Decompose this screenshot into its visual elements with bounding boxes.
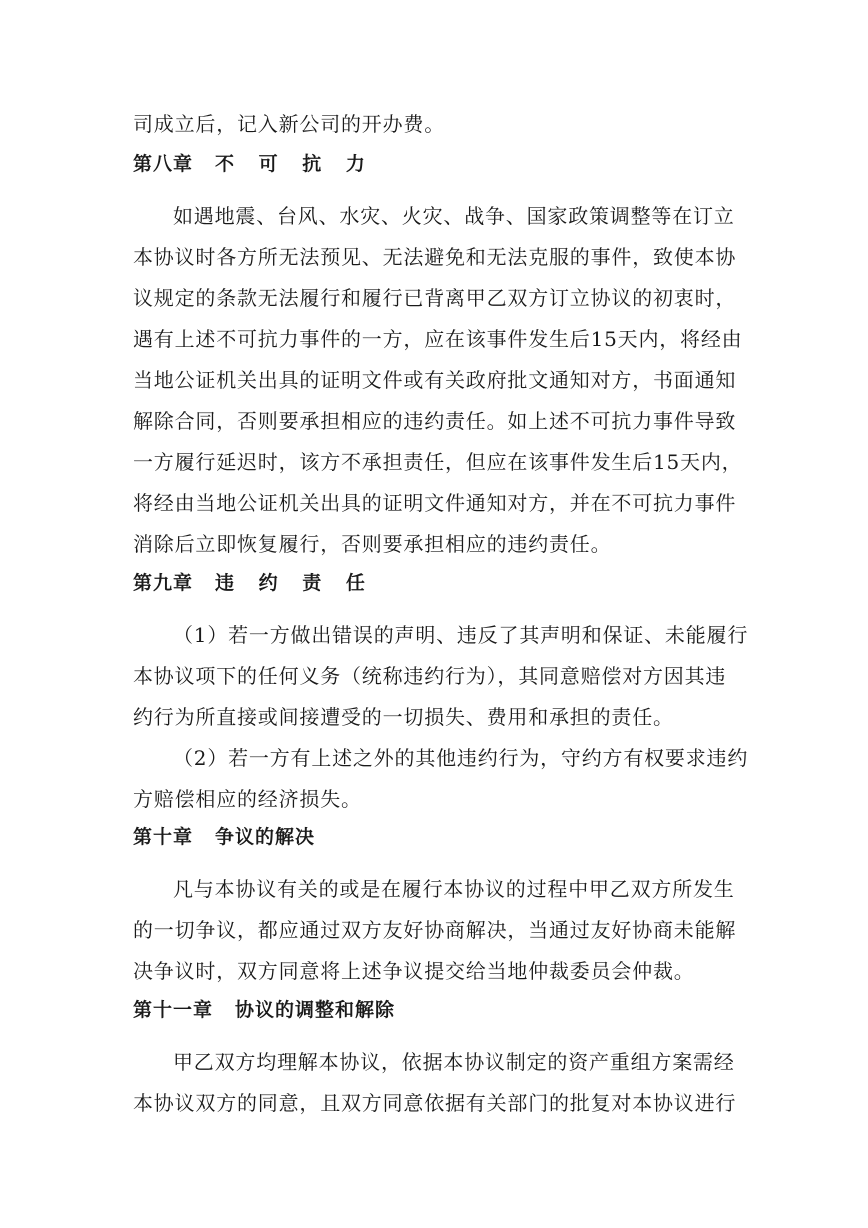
chapter-number: 第十一章 — [133, 999, 214, 1021]
paragraph-line: 遇有上述不可抗力事件的一方，应在该事件发生后15天内，将经由 — [133, 327, 743, 351]
chapter-title: 不 可 抗 力 — [215, 153, 374, 175]
chapter-heading — [133, 150, 374, 178]
paragraph-line: 将经由当地公证机关出具的证明文件通知对方，并在不可抗力事件 — [133, 491, 737, 515]
paragraph-line: 议规定的条款无法履行和履行已背离甲乙双方订立协议的初衷时， — [133, 286, 737, 310]
paragraph-line: 的一切争议，都应通过双方友好协商解决，当通过友好协商未能解 — [133, 918, 737, 942]
chapter-heading — [133, 569, 374, 597]
paragraph-line: （1）若一方做出错误的声明、违反了其声明和保证、未能履行 — [173, 623, 749, 647]
chapter-number: 第十章 — [133, 826, 194, 848]
paragraph-line: 本协议时各方所无法预见、无法避免和无法克服的事件，致使本协 — [133, 245, 737, 269]
chapter-number: 第八章 — [133, 153, 194, 175]
paragraph-line: 决争议时，双方同意将上述争议提交给当地仲裁委员会仲裁。 — [133, 959, 695, 983]
paragraph-line: 本协议双方的同意，且双方同意依据有关部门的批复对本协议进行 — [133, 1091, 737, 1115]
paragraph-line: 消除后立即恢复履行，否则要承担相应的违约责任。 — [133, 532, 612, 556]
paragraph-line: 如遇地震、台风、水灾、火灾、战争、国家政策调整等在订立 — [173, 204, 735, 228]
chapter-heading — [133, 996, 395, 1024]
chapter-title: 争议的解决 — [215, 826, 316, 848]
chapter-heading — [133, 823, 315, 851]
paragraph-line: 甲乙双方均理解本协议，依据本协议制定的资产重组方案需经 — [173, 1050, 735, 1074]
paragraph-line: 凡与本协议有关的或是在履行本协议的过程中甲乙双方所发生 — [173, 877, 735, 901]
chapter-number: 第九章 — [133, 572, 194, 594]
paragraph-line: 方赔偿相应的经济损失。 — [133, 787, 362, 811]
paragraph-line: 当地公证机关出具的证明文件或有关政府批文通知对方，书面通知 — [133, 368, 737, 392]
paragraph-line: 一方履行延迟时，该方不承担责任，但应在该事件发生后15天内， — [133, 450, 743, 474]
paragraph-line: 解除合同，否则要承担相应的违约责任。如上述不可抗力事件导致 — [133, 409, 737, 433]
chapter-title: 违 约 责 任 — [215, 572, 374, 594]
paragraph-line: 司成立后，记入新公司的开办费。 — [133, 112, 445, 136]
chapter-title: 协议的调整和解除 — [235, 999, 396, 1021]
paragraph-line: （2）若一方有上述之外的其他违约行为，守约方有权要求违约 — [173, 746, 749, 770]
paragraph-line: 本协议项下的任何义务（统称违约行为），其同意赔偿对方因其违 — [133, 664, 727, 688]
paragraph-line: 约行为所直接或间接遭受的一切损失、费用和承担的责任。 — [133, 705, 674, 729]
